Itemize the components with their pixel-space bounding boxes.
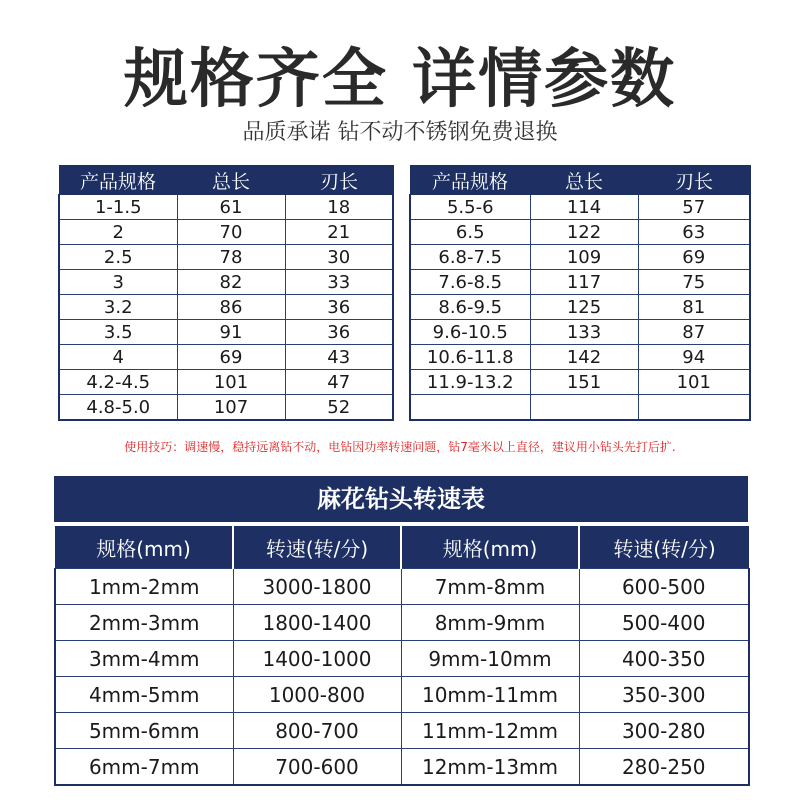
table-cell: 600-500	[579, 569, 749, 605]
table-cell: 800-700	[233, 713, 401, 749]
column-header-spec: 产品规格	[410, 166, 530, 195]
table-cell: 3mm-4mm	[55, 641, 233, 677]
table-cell: 101	[177, 370, 285, 395]
table-cell: 122	[530, 220, 638, 245]
column-header-size: 规格(mm)	[401, 526, 579, 569]
table-cell: 5.5-6	[410, 195, 530, 220]
table-cell: 3000-1800	[233, 569, 401, 605]
table-cell: 4.8-5.0	[59, 395, 177, 421]
table-cell: 36	[285, 320, 393, 345]
spec-row	[59, 295, 393, 320]
table-cell: 3.2	[59, 295, 177, 320]
table-cell: 57	[638, 195, 750, 220]
table-cell: 7.6-8.5	[410, 270, 530, 295]
table-cell: 61	[177, 195, 285, 220]
table-cell: 1800-1400	[233, 605, 401, 641]
table-cell: 11mm-12mm	[401, 713, 579, 749]
spec-table-left	[58, 165, 394, 421]
table-cell: 133	[530, 320, 638, 345]
table-cell: 6.8-7.5	[410, 245, 530, 270]
table-cell: 700-600	[233, 749, 401, 786]
spec-row	[410, 370, 750, 395]
speed-table-title: 麻花钻头转速表	[54, 476, 748, 522]
table-cell: 142	[530, 345, 638, 370]
spec-row	[410, 345, 750, 370]
table-cell: 117	[530, 270, 638, 295]
table-cell: 2.5	[59, 245, 177, 270]
table-cell: 36	[285, 295, 393, 320]
table-cell: 18	[285, 195, 393, 220]
table-cell: 3.5	[59, 320, 177, 345]
page-title: 规格齐全 详情参数	[123, 43, 677, 117]
spec-row	[410, 295, 750, 320]
speed-header-row	[55, 526, 749, 569]
column-header-total-length: 总长	[530, 166, 638, 195]
spec-row	[59, 270, 393, 295]
table-cell	[638, 395, 750, 421]
spec-row	[410, 195, 750, 220]
speed-row	[55, 749, 749, 786]
table-cell: 2	[59, 220, 177, 245]
table-cell: 94	[638, 345, 750, 370]
table-cell: 91	[177, 320, 285, 345]
table-cell: 3	[59, 270, 177, 295]
page-subtitle: 品质承诺 钻不动不锈钢免费退换	[242, 120, 558, 145]
table-cell: 63	[638, 220, 750, 245]
table-cell: 81	[638, 295, 750, 320]
table-cell: 43	[285, 345, 393, 370]
spec-row	[59, 320, 393, 345]
table-cell: 300-280	[579, 713, 749, 749]
table-cell	[530, 395, 638, 421]
speed-row	[55, 677, 749, 713]
column-header-blade-length: 刃长	[638, 166, 750, 195]
table-cell: 30	[285, 245, 393, 270]
usage-tip: 使用技巧：调速慢，稳持远离钻不动，电钻因功率转速问题，钻7毫米以上直径，建议用小钻头先打后扩.	[124, 440, 676, 454]
table-cell: 114	[530, 195, 638, 220]
table-cell: 4.2-4.5	[59, 370, 177, 395]
speed-row	[55, 605, 749, 641]
table-cell: 52	[285, 395, 393, 421]
spec-row	[59, 245, 393, 270]
table-cell: 11.9-13.2	[410, 370, 530, 395]
table-cell: 7mm-8mm	[401, 569, 579, 605]
spec-row	[59, 220, 393, 245]
table-cell: 6.5	[410, 220, 530, 245]
table-cell: 8mm-9mm	[401, 605, 579, 641]
table-cell: 1400-1000	[233, 641, 401, 677]
table-cell: 12mm-13mm	[401, 749, 579, 786]
column-header-blade-length: 刃长	[285, 166, 393, 195]
table-cell: 82	[177, 270, 285, 295]
speed-row	[55, 569, 749, 605]
spec-row	[59, 370, 393, 395]
table-cell: 1000-800	[233, 677, 401, 713]
table-cell: 107	[177, 395, 285, 421]
table-cell	[410, 395, 530, 421]
table-cell: 69	[638, 245, 750, 270]
table-cell: 78	[177, 245, 285, 270]
table-cell: 10.6-11.8	[410, 345, 530, 370]
spec-header-row	[410, 166, 750, 195]
column-header-size: 规格(mm)	[55, 526, 233, 569]
spec-row	[410, 320, 750, 345]
table-cell: 2mm-3mm	[55, 605, 233, 641]
table-cell: 4	[59, 345, 177, 370]
table-cell: 280-250	[579, 749, 749, 786]
table-cell: 6mm-7mm	[55, 749, 233, 786]
table-cell: 350-300	[579, 677, 749, 713]
table-cell: 70	[177, 220, 285, 245]
table-cell: 5mm-6mm	[55, 713, 233, 749]
spec-row	[59, 395, 393, 421]
table-cell: 8.6-9.5	[410, 295, 530, 320]
table-cell: 109	[530, 245, 638, 270]
column-header-speed: 转速(转/分)	[233, 526, 401, 569]
speed-row	[55, 641, 749, 677]
table-cell: 125	[530, 295, 638, 320]
table-cell: 9mm-10mm	[401, 641, 579, 677]
speed-table	[54, 526, 750, 786]
table-cell: 400-350	[579, 641, 749, 677]
spec-row	[59, 345, 393, 370]
column-header-speed: 转速(转/分)	[579, 526, 749, 569]
table-cell: 4mm-5mm	[55, 677, 233, 713]
column-header-total-length: 总长	[177, 166, 285, 195]
spec-row	[410, 220, 750, 245]
table-cell: 47	[285, 370, 393, 395]
table-cell: 1mm-2mm	[55, 569, 233, 605]
table-cell: 151	[530, 370, 638, 395]
table-cell: 101	[638, 370, 750, 395]
speed-row	[55, 713, 749, 749]
table-cell: 87	[638, 320, 750, 345]
spec-row	[410, 245, 750, 270]
table-cell: 1-1.5	[59, 195, 177, 220]
table-cell: 9.6-10.5	[410, 320, 530, 345]
table-cell: 69	[177, 345, 285, 370]
spec-table-right	[409, 165, 751, 421]
table-cell: 33	[285, 270, 393, 295]
table-cell: 10mm-11mm	[401, 677, 579, 713]
table-cell: 75	[638, 270, 750, 295]
column-header-spec: 产品规格	[59, 166, 177, 195]
spec-row	[59, 195, 393, 220]
spec-row	[410, 270, 750, 295]
spec-header-row	[59, 166, 393, 195]
table-cell: 21	[285, 220, 393, 245]
table-cell: 500-400	[579, 605, 749, 641]
spec-row	[410, 395, 750, 421]
table-cell: 86	[177, 295, 285, 320]
